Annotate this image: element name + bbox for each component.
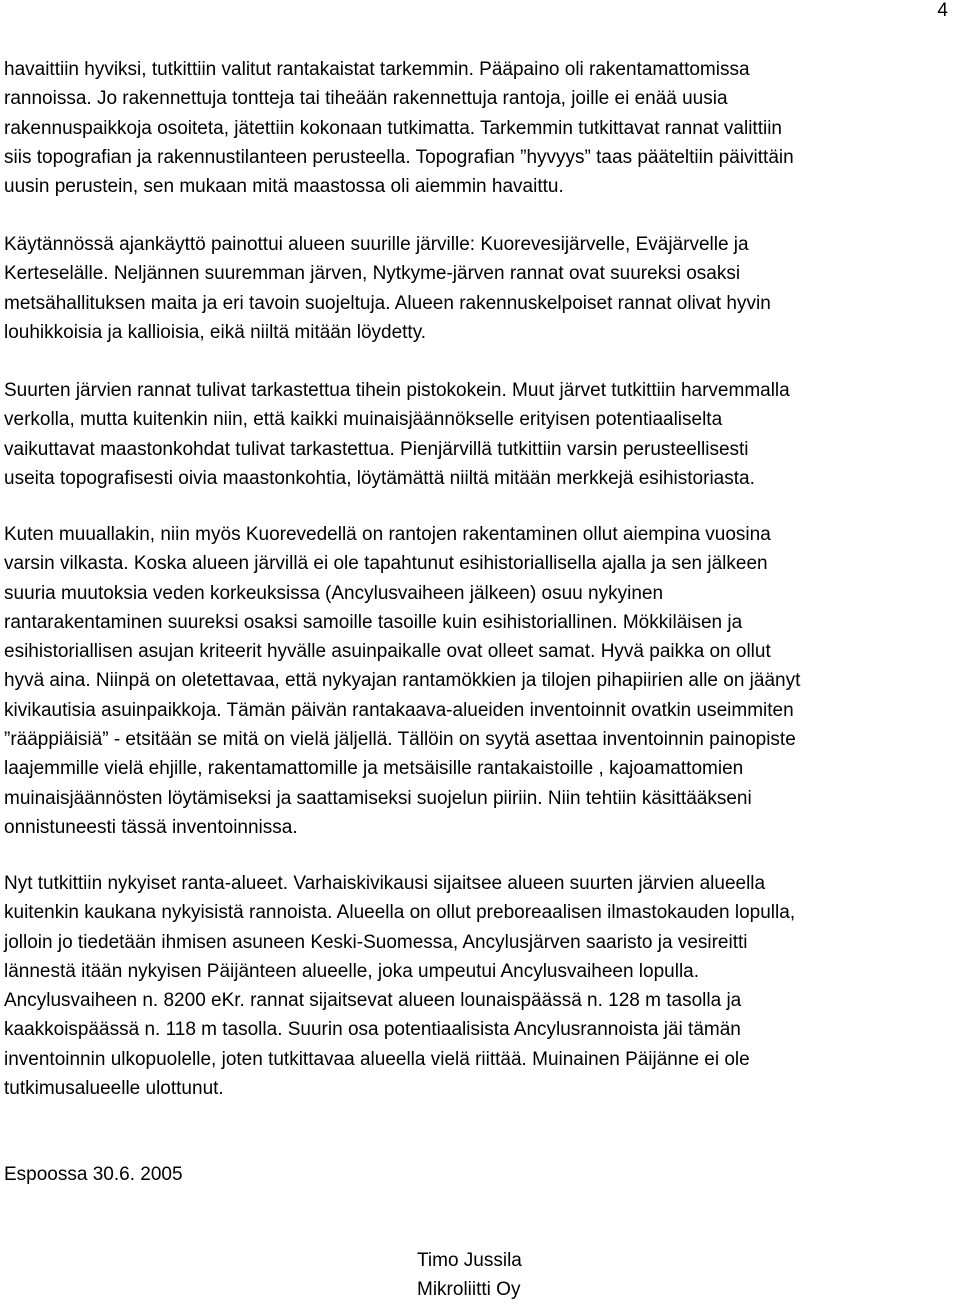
text-line: kuitenkin kaukana nykyisistä rannoista. Alueella on ollut preboreaalisen ilmastokauden lopulla,: [4, 902, 796, 924]
signature-name: Timo Jussila: [417, 1250, 522, 1271]
text-line: Suurten järvien rannat tulivat tarkastettua tihein pistokokein. Muut järvet tutkittiin harvemmalla: [4, 380, 790, 401]
text-line: lännestä itään nykyisen Päijänteen alueelle, joka umpeutui Ancylusvaiheen lopulla.: [4, 960, 700, 982]
text-line: tutkimusalueelle ulottunut.: [4, 1078, 224, 1100]
place-date: Espoossa 30.6. 2005: [4, 1164, 183, 1185]
text-line: ”rääppiäisiä” - etsitään se mitä on vielä jäljellä. Tällöin on syytä asettaa inventoinnin painopiste: [4, 729, 796, 751]
text-line: esihistoriallisen asujan kriteerit hyvälle asuinpaikalle ovat olleet samat. Hyvä paikka on ollut: [4, 641, 771, 663]
paragraph-1: [4, 55, 956, 201]
text-line: verkolla, mutta kuitenkin niin, että kaikki muinaisjäännökselle erityisen potentiaaliselta: [4, 409, 723, 431]
text-line: rannoissa. Jo rakennettuja tontteja tai tiheään rakennettuja rantoja, joille ei enää uusia: [4, 88, 728, 110]
text-line: useita topografisesti oivia maastonkohtia, löytämättä niiltä mitään merkkejä esihistoriasta.: [4, 467, 755, 489]
paragraph-3: [4, 376, 956, 493]
paragraph-2: [4, 230, 956, 347]
text-line: Kerteselälle. Neljännen suuremman järven, Nytkyme-järven rannat ovat suureksi osaksi: [4, 263, 741, 285]
text-line: Kuten muuallakin, niin myös Kuorevedellä on rantojen rakentaminen ollut aiempina vuosina: [4, 524, 771, 545]
signature-block: [417, 1246, 522, 1304]
text-line: havaittiin hyviksi, tutkittiin valitut rantakaistat tarkemmin. Pääpaino oli rakentamattomissa: [4, 59, 750, 80]
text-line: kivikautisia asuinpaikkoja. Tämän päivän rantakaava-alueiden inventoinnit ovatkin useimmiten: [4, 699, 794, 721]
paragraph-5: [4, 869, 956, 1103]
signature-company: Mikroliitti Oy: [417, 1279, 521, 1300]
text-line: kaakkoispäässä n. 118 m tasolla. Suurin osa potentiaalisista Ancylusrannoista jäi tämän: [4, 1019, 741, 1041]
text-line: siis topografian ja rakennustilanteen perusteella. Topografian ”hyvyys” taas pääteltiin päivittäin: [4, 146, 794, 168]
text-line: uusin perustein, sen mukaan mitä maastossa oli aiemmin havaittu.: [4, 176, 564, 198]
text-line: inventoinnin ulkopuolelle, joten tutkittavaa alueella vielä riittää. Muinainen Päijänne ei ole: [4, 1048, 750, 1070]
paragraph-4: [4, 520, 956, 842]
text-line: vaikuttavat maastonkohdat tulivat tarkastettua. Pienjärvillä tutkittiin varsin perusteellisesti: [4, 438, 749, 460]
text-line: metsähallituksen maita ja eri tavoin suojeltuja. Alueen rakennuskelpoiset rannat olivat hyvin: [4, 292, 771, 314]
text-line: Nyt tutkittiin nykyiset ranta-alueet. Varhaiskivikausi sijaitsee alueen suurten järvien alueella: [4, 873, 766, 894]
text-line: varsin vilkasta. Koska alueen järvillä ei ole tapahtunut esihistoriallisella ajalla ja sen jälkeen: [4, 553, 768, 575]
text-line: onnistuneesti tässä inventoinnissa.: [4, 816, 298, 838]
text-line: jolloin jo tiedetään ihmisen asuneen Keski-Suomessa, Ancylusjärven saaristo ja vesireitti: [4, 931, 748, 953]
page-number: 4: [937, 0, 948, 21]
text-line: rantarakentaminen suureksi osaksi samoille tasoille kuin esihistoriallinen. Mökkiläisen ja: [4, 611, 743, 633]
text-line: suuria muutoksia veden korkeuksissa (Ancylusvaiheen jälkeen) osuu nykyinen: [4, 582, 664, 604]
text-line: Ancylusvaiheen n. 8200 eKr. rannat sijaitsevat alueen lounaispäässä n. 128 m tasolla ja: [4, 990, 742, 1012]
text-line: laajemmille vielä ehjille, rakentamattomille ja metsäisille rantakaistoille , kajoamattomien: [4, 758, 744, 780]
text-line: louhikkoisia ja kallioisia, eikä niiltä mitään löydetty.: [4, 321, 427, 343]
text-line: muinaisjäännösten löytämiseksi ja saattamiseksi suojelun piiriin. Niin tehtiin käsittääkseni: [4, 787, 752, 809]
text-line: rakennuspaikkoja osoiteta, jätettiin kokonaan tutkimatta. Tarkemmin tutkittavat rannat valittiin: [4, 117, 782, 139]
text-line: Käytännössä ajankäyttö painottui alueen suurille järville: Kuorevesijärvelle, Eväjärvelle ja: [4, 234, 749, 255]
text-line: hyvä aina. Niinpä on oletettavaa, että nykyajan rantamökkien ja tilojen pihapiirien alle on jäänyt: [4, 670, 801, 692]
